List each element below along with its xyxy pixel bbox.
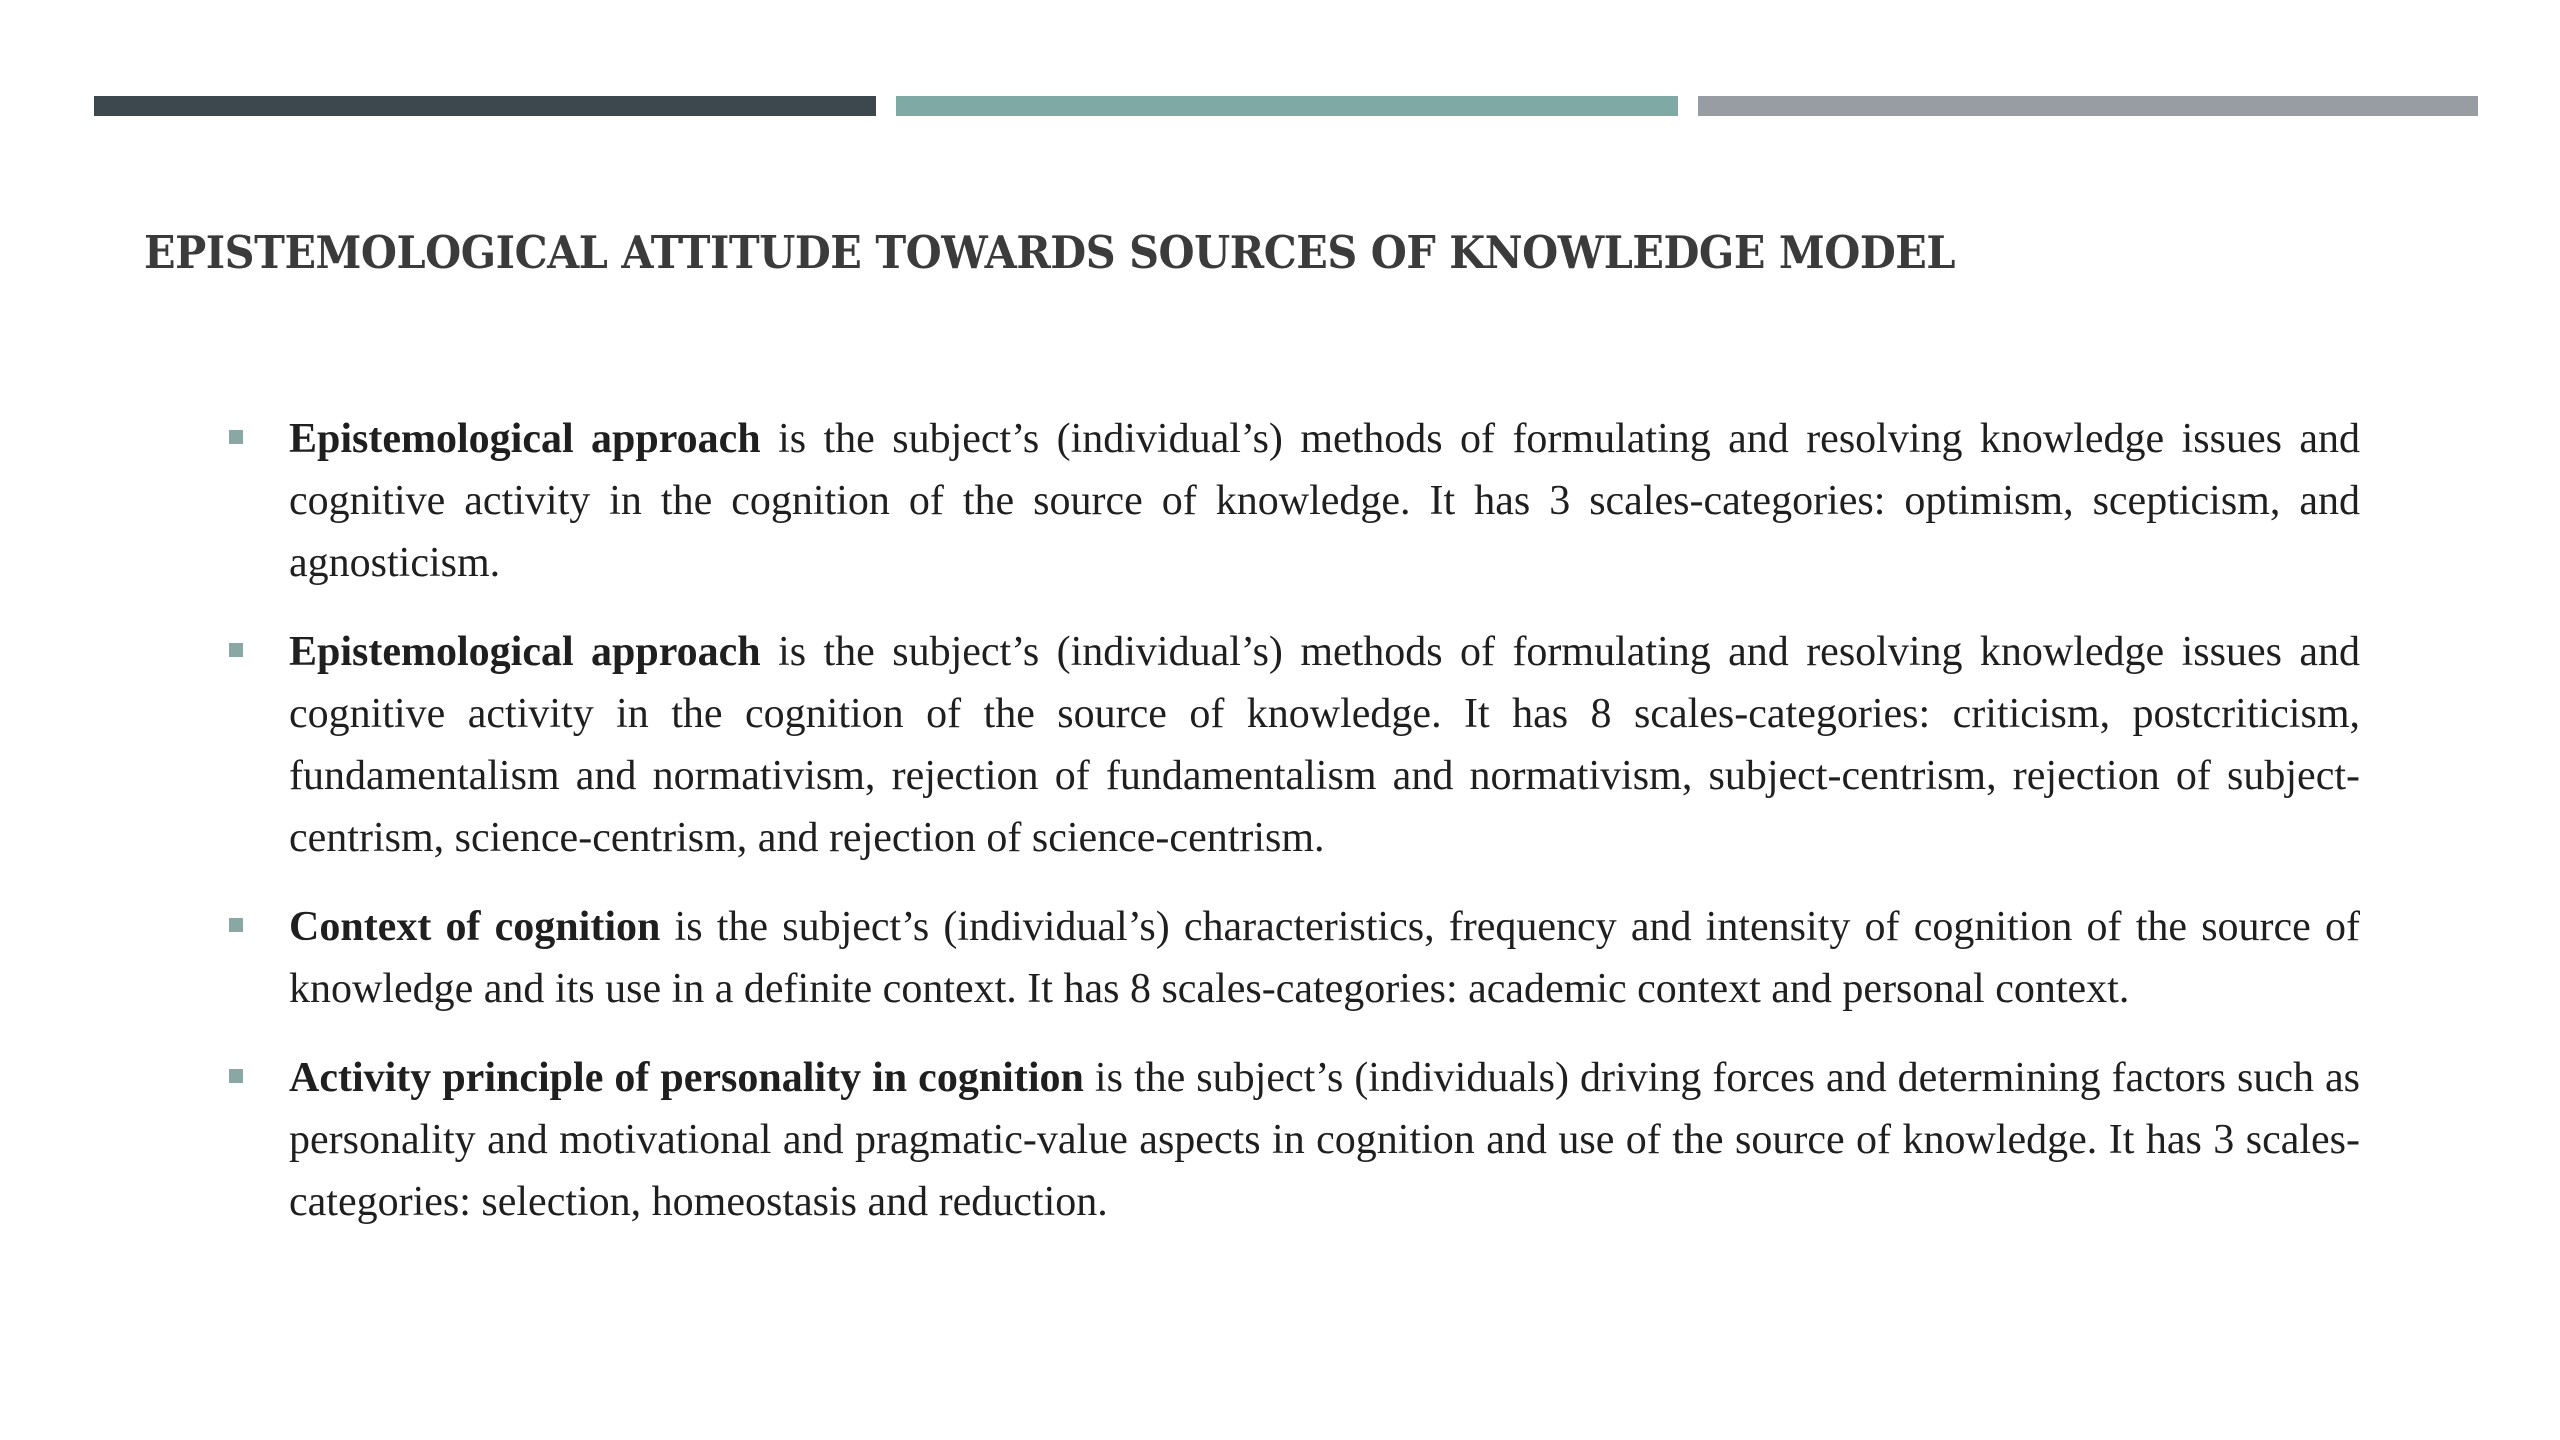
bullet-description: is the subject’s (individual’s) characteristics, frequency and intensity of cognition of the source of knowledge and its use in a definite context. It has 8 scales-categories: academic context and personal context. [289, 904, 2360, 1012]
bullet-description: is the subject’s (individual’s) methods of formulating and resolving knowledge issues and cognitive activity in the cognition of the source of knowledge. It has 8 scales-categories: criticism, postcriticism, fundamentalism and normativism, rejection of fundamentalism and normativism, subject-centrism, rejection of subject-centrism, science-centrism, and rejection of science-centrism. [289, 629, 2361, 861]
bullet-list [220, 408, 2360, 1260]
bullet-term: Epistemological approach [289, 629, 761, 675]
bullet-item [220, 621, 2360, 869]
bullet-term: Activity principle of personality in cognition [289, 1055, 1084, 1101]
header-accent-bars [94, 96, 2478, 116]
bullet-description: is the subject’s (individual’s) methods of formulating and resolving knowledge issues and cognitive activity in the cognition of the source of knowledge. It has 3 scales-categories: optimism, scepticism, and agnosticism. [289, 416, 2361, 586]
accent-bar-dark [94, 96, 876, 116]
square-bullet-icon [229, 918, 243, 932]
bullet-text [289, 896, 2360, 1020]
bullet-item [220, 896, 2360, 1020]
bullet-text [289, 621, 2360, 869]
bullet-term: Context of cognition [289, 904, 661, 950]
bullet-item [220, 1047, 2360, 1233]
square-bullet-icon [229, 430, 243, 444]
square-bullet-icon [229, 1069, 243, 1083]
slide-title: EPISTEMOLOGICAL ATTITUDE TOWARDS SOURCES OF KNOWLEDGE MODEL [144, 226, 1956, 279]
accent-bar-gray [1698, 96, 2478, 116]
accent-bar-teal [896, 96, 1678, 116]
bullet-description: is the subject’s (individuals) driving forces and determining factors such as personality and motivational and pragmatic-value aspects in cognition and use of the source of knowledge. It has 3 scales-categories: selection, homeostasis and reduction. [289, 1055, 2360, 1225]
bullet-text [289, 408, 2360, 594]
bullet-item [220, 408, 2360, 594]
square-bullet-icon [229, 643, 243, 657]
bullet-text [289, 1047, 2360, 1233]
bullet-term: Epistemological approach [289, 416, 761, 462]
